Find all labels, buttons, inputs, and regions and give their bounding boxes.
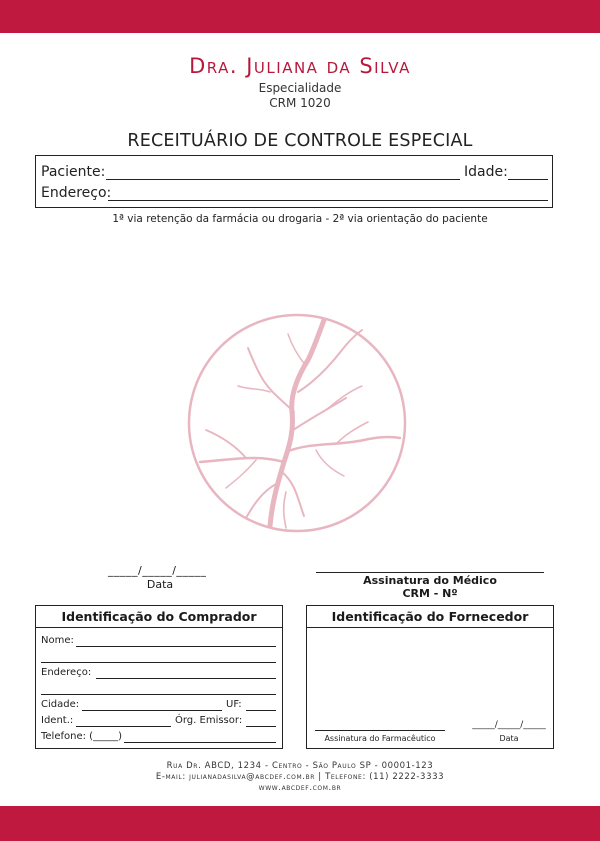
- top-color-band: [0, 0, 600, 33]
- date-label: Data: [146, 578, 174, 591]
- buyer-box-title: Identificação do Comprador: [36, 606, 282, 628]
- doctor-signature-line[interactable]: [316, 572, 544, 573]
- supplier-date-field[interactable]: _____/_____/_____: [472, 720, 546, 730]
- pharmacist-signature-line[interactable]: [315, 730, 445, 731]
- patient-info-box: [35, 155, 553, 208]
- patient-address-label: Endereço:: [41, 185, 112, 201]
- patient-name-label: Paciente:: [41, 164, 106, 180]
- buyer-issuer-field[interactable]: [246, 726, 276, 727]
- footer-contact: E-mail: julianadasilva@abcdef.com.br | Telefone: (11) 2222-3333: [155, 772, 445, 782]
- page-title: RECEITUÁRIO DE CONTROLE ESPECIAL: [127, 131, 473, 151]
- buyer-city-field[interactable]: [82, 710, 222, 711]
- doctor-name: Dra. Juliana da Silva: [189, 54, 411, 78]
- buyer-phone-field[interactable]: [124, 742, 276, 743]
- patient-age-field[interactable]: [508, 179, 548, 180]
- footer-address: Rua Dr. ABCD, 1234 - Centro - São Paulo SP - 00001-123: [166, 761, 434, 771]
- buyer-name-field[interactable]: [76, 646, 276, 647]
- buyer-name-label: Nome:: [41, 635, 74, 646]
- doctor-crm-label: CRM - Nº: [402, 587, 458, 600]
- date-field[interactable]: _____/_____/_____: [108, 564, 207, 577]
- buyer-issuer-label: Órg. Emissor:: [175, 715, 243, 726]
- supplier-box: [306, 605, 554, 749]
- buyer-address-field[interactable]: [96, 678, 276, 679]
- buyer-city-label: Cidade:: [41, 699, 80, 710]
- buyer-address-label: Endereço:: [41, 667, 92, 678]
- supplier-date-label: Data: [499, 734, 519, 743]
- buyer-box: [35, 605, 283, 749]
- buyer-uf-label: UF:: [226, 699, 242, 710]
- tree-circle-icon: [186, 312, 408, 534]
- patient-address-field[interactable]: [108, 200, 548, 201]
- patient-name-field[interactable]: [106, 179, 460, 180]
- buyer-ident-label: Ident.:: [41, 715, 74, 726]
- supplier-box-title: Identificação do Fornecedor: [307, 606, 553, 628]
- via-note: 1ª via retenção da farmácia ou drogaria - 2ª via orientação do paciente: [112, 213, 488, 225]
- buyer-name-extra-line[interactable]: [41, 662, 276, 663]
- buyer-address-extra-line[interactable]: [41, 694, 276, 695]
- footer-website: www.abcdef.com.br: [258, 783, 342, 793]
- buyer-uf-field[interactable]: [246, 710, 276, 711]
- doctor-signature-label: Assinatura do Médico: [363, 574, 497, 587]
- patient-age-label: Idade:: [464, 164, 508, 180]
- buyer-phone-label: Telefone: (_____): [41, 731, 122, 742]
- doctor-specialty: Especialidade: [258, 81, 342, 95]
- pharmacist-signature-label: Assinatura do Farmacêutico: [324, 734, 436, 743]
- doctor-crm: CRM 1020: [269, 96, 331, 110]
- buyer-ident-field[interactable]: [76, 726, 171, 727]
- bottom-color-band: [0, 806, 600, 841]
